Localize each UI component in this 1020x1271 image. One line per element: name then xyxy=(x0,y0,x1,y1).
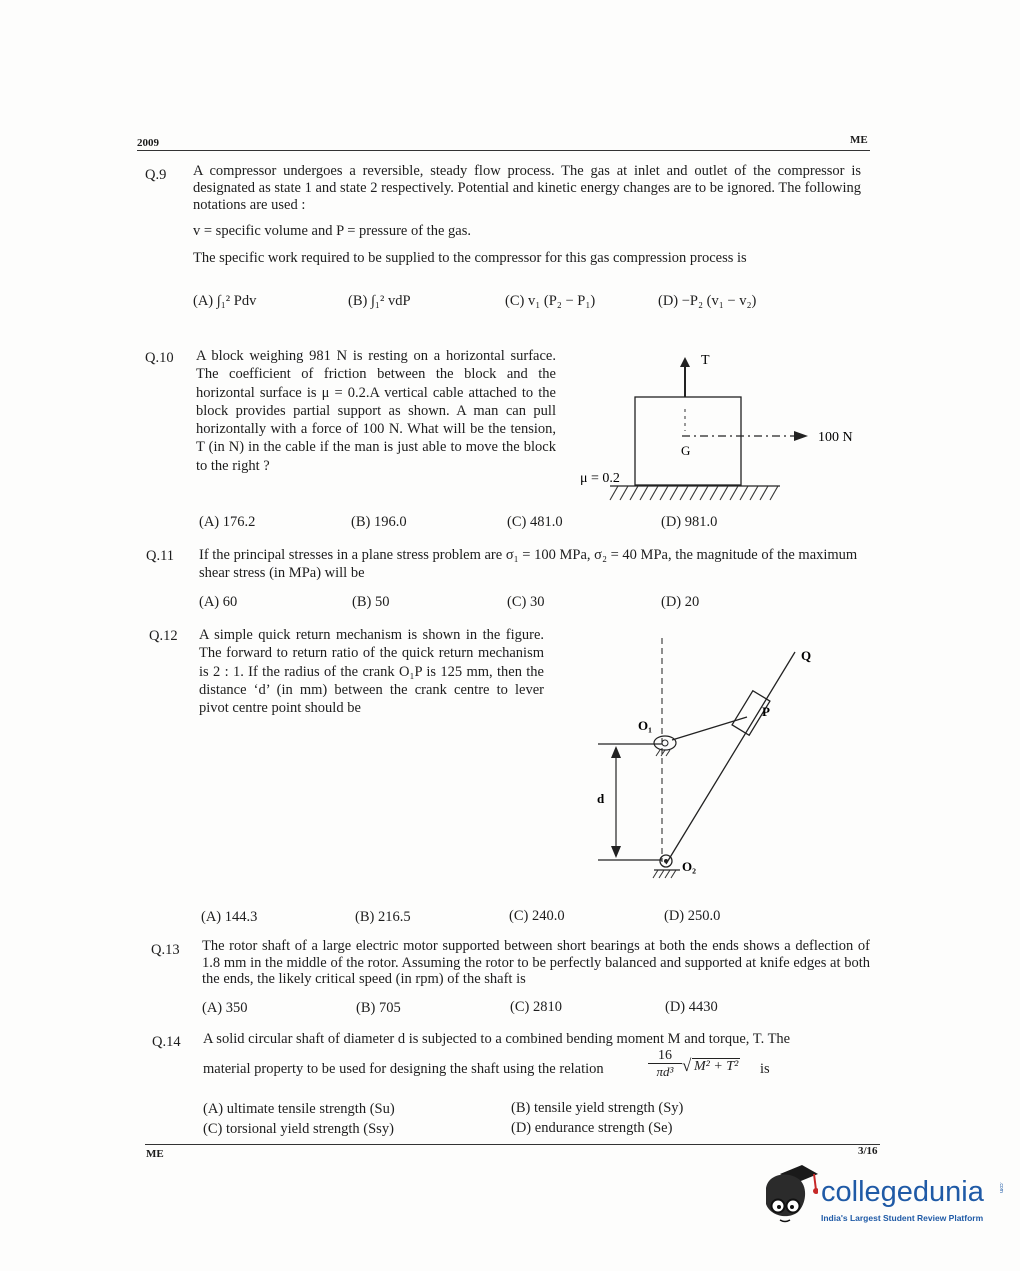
tension-arrowhead xyxy=(680,357,690,367)
formula-numerator: 16 xyxy=(658,1048,672,1063)
crank-o1p xyxy=(672,717,747,740)
header-subject: ME xyxy=(850,134,868,146)
q12-text: A simple quick return mechanism is shown in the figure. The forward to return ratio of the quick return mechanism is 2 : 1. If the radius of the crank O₁P is 125 mm, then the distance ‘d’ (in mm) between the crank centre to lever pivot centre point should be xyxy=(199,627,544,717)
header-year: 2009 xyxy=(137,137,159,149)
q12-option-c: (C) 240.0 xyxy=(509,908,565,924)
header-rule xyxy=(137,150,870,151)
mu-label: μ = 0.2 xyxy=(580,471,620,486)
q9-text: A compressor undergoes a reversible, steady flow process. The gas at inlet and outlet of the compressor is designated as state 1 and state 2 respectively. Potential and kinetic energy changes are to be ignored. The following notations are used : xyxy=(193,163,861,213)
q14-text-end: is xyxy=(760,1061,770,1077)
formula-fraction xyxy=(648,1048,682,1079)
crank-centre-o1 xyxy=(654,736,676,750)
q13-option-a: (A) 350 xyxy=(202,1000,248,1016)
q10-block-figure xyxy=(570,345,870,505)
slotted-lever xyxy=(666,652,795,864)
q10-option-d: (D) 981.0 xyxy=(661,514,718,530)
q14-option-d: (D) endurance strength (Se) xyxy=(511,1120,673,1136)
q14-option-b: (B) tensile yield strength (Sy) xyxy=(511,1100,684,1116)
q-label: Q xyxy=(801,648,812,663)
formula-radicand: M² + T² xyxy=(694,1059,739,1074)
d-arrowhead-top xyxy=(611,746,621,758)
footer-rule xyxy=(145,1144,880,1145)
q13-option-b: (B) 705 xyxy=(356,1000,401,1016)
q11-option-d: (D) 20 xyxy=(661,594,700,610)
footer-subject: ME xyxy=(146,1148,164,1160)
p-label: P xyxy=(762,704,770,719)
footer-page-number: 3/16 xyxy=(858,1145,878,1157)
o1-label: O₁ xyxy=(638,718,653,733)
q11-option-b: (B) 50 xyxy=(352,594,390,610)
q13-option-c: (C) 2810 xyxy=(510,999,562,1015)
d-label: d xyxy=(597,791,605,806)
q10-option-b: (B) 196.0 xyxy=(351,514,407,530)
collegedunia-mascot-icon xyxy=(758,1160,818,1225)
q11-text: If the principal stresses in a plane stress problem are σ₁ = 100 MPa, σ₂ = 40 MPa, the magnitude of the maximum shear stress (in MPa) will be xyxy=(199,547,858,581)
force-label: 100 N xyxy=(818,430,853,445)
q11-option-a: (A) 60 xyxy=(199,594,238,610)
q9-number: Q.9 xyxy=(145,167,167,183)
q10-text: A block weighing 981 N is resting on a horizontal surface. The coefficient of friction between the block and the horizontal surface is μ = 0.2.A vertical cable attached to the block provides partial support as shown. A man can pull horizontally with a force of 100 N. What will be the tension, T (in N) in the cable if the man is just able to move the block to the right ? xyxy=(196,348,556,474)
q9-notation: v = specific volume and P = pressure of the gas. xyxy=(193,223,471,239)
q12-option-a: (A) 144.3 xyxy=(201,909,258,925)
sqrt-symbol: √ xyxy=(682,1056,692,1075)
q10-number: Q.10 xyxy=(145,350,174,366)
q9-option-b: (B) ∫₁² vdP xyxy=(348,293,411,309)
q12-option-b: (B) 216.5 xyxy=(355,909,411,925)
q13-text: The rotor shaft of a large electric motor supported between short bearings at both the ends shows a deflection of 1.8 mm in the middle of the rotor. Assuming the rotor to be perfectly balanced and supported at knife edges at both the ends, the likely critical speed (in rpm) of the shaft is xyxy=(202,938,870,987)
collegedunia-logo-text: collegedunia xyxy=(821,1176,984,1208)
q14-number: Q.14 xyxy=(152,1034,181,1050)
collegedunia-tagline: India's Largest Student Review Platform xyxy=(821,1213,984,1223)
block xyxy=(635,397,741,485)
force-arrowhead xyxy=(794,431,808,441)
tension-label: T xyxy=(701,353,710,368)
q14-text: A solid circular shaft of diameter d is subjected to a combined bending moment M and torque, T. The xyxy=(203,1031,791,1047)
q11-option-c: (C) 30 xyxy=(507,594,545,610)
q9-question: The specific work required to be supplied to the compressor for this gas compression process is xyxy=(193,250,747,266)
d-arrowhead-bottom xyxy=(611,846,621,858)
q12-mechanism-figure xyxy=(590,630,830,890)
q9-option-c: (C) v₁ (P₂ − P₁) xyxy=(505,293,596,309)
q11-number: Q.11 xyxy=(146,548,175,564)
logo-badge: .com xyxy=(998,1182,1004,1193)
o2-label: O₂ xyxy=(682,859,697,874)
q9-option-a: (A) ∫₁² Pdv xyxy=(193,293,257,309)
q10-option-a: (A) 176.2 xyxy=(199,514,256,530)
q13-option-d: (D) 4430 xyxy=(665,999,718,1015)
ground-hatching xyxy=(610,486,778,500)
q12-number: Q.12 xyxy=(149,628,178,644)
q13-number: Q.13 xyxy=(151,942,180,958)
q12-option-d: (D) 250.0 xyxy=(664,908,721,924)
q9-option-d: (D) −P₂ (v₁ − v₂) xyxy=(658,293,757,309)
q14-option-a: (A) ultimate tensile strength (Su) xyxy=(203,1101,395,1117)
formula-denominator: πd³ xyxy=(648,1063,682,1079)
q14-text-continued: material property to be used for designing the shaft using the relation xyxy=(203,1061,604,1077)
q14-option-c: (C) torsional yield strength (Ssy) xyxy=(203,1121,394,1137)
cg-label: G xyxy=(681,443,691,458)
q10-option-c: (C) 481.0 xyxy=(507,514,563,530)
